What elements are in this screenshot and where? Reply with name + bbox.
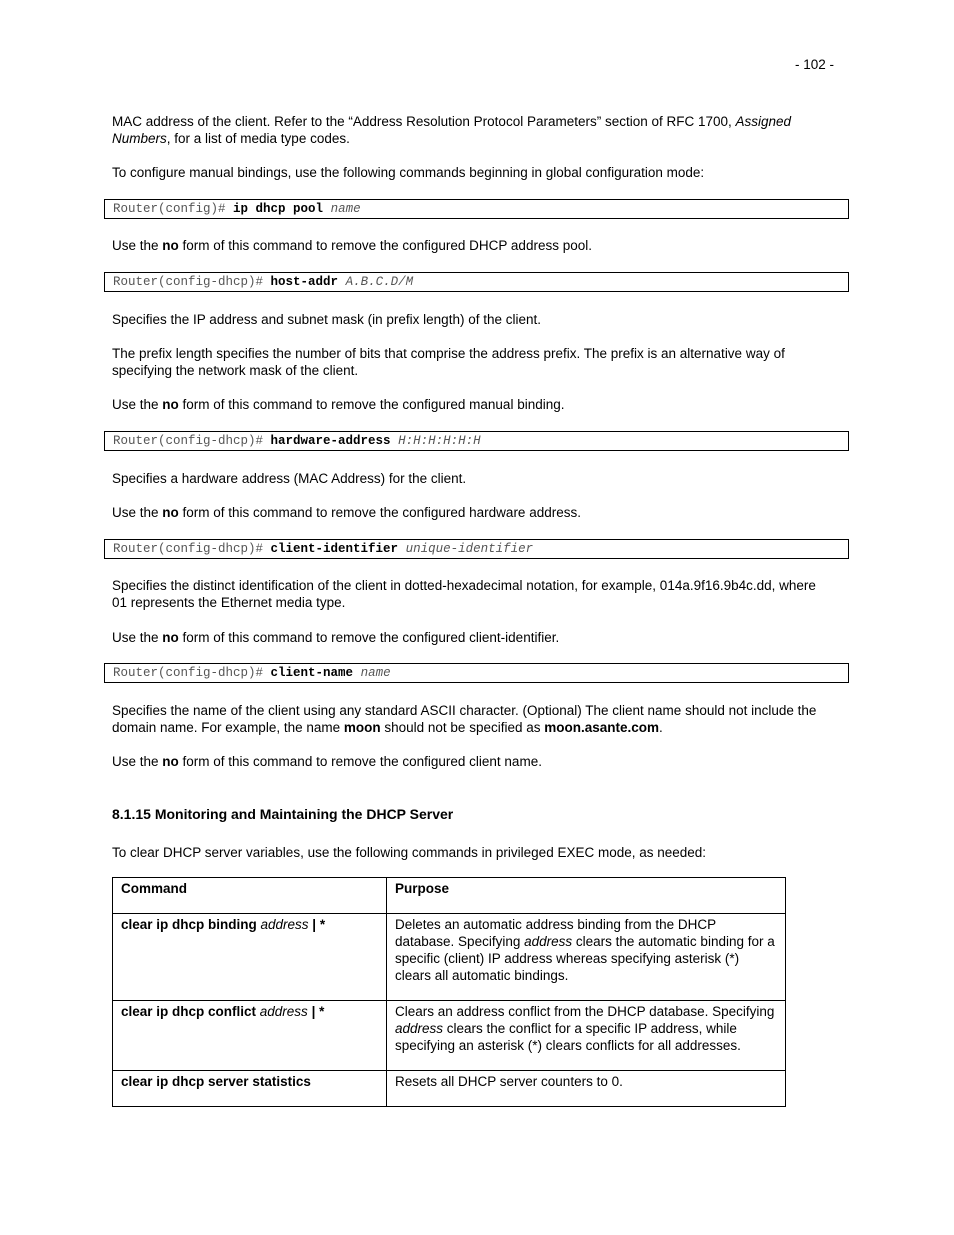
table-header: Command <box>113 878 387 914</box>
code-box-hardware-address: Router(config-dhcp)# hardware-address H:H:H:H:H:H <box>104 431 849 451</box>
command-table <box>112 877 786 1107</box>
code-box-client-identifier: Router(config-dhcp)# client-identifier unique-identifier <box>104 539 849 559</box>
no-form-note: Use the no form of this command to remove the configured DHCP address pool. <box>112 238 592 253</box>
no-form-note: Use the no form of this command to remove the configured hardware address. <box>112 505 581 520</box>
table-cell-purpose: Clears an address conflict from the DHCP database. Specifying address clears the conflict for a specific IP address, while specifying an asterisk (*) clears conflicts for all addresses. <box>387 1001 786 1071</box>
table-cell-command: clear ip dhcp conflict address | * <box>113 1001 387 1071</box>
page-number: - 102 - <box>795 57 835 72</box>
table-row <box>113 914 786 1001</box>
table-cell-purpose: Deletes an automatic address binding from the DHCP database. Specifying address clears the automatic binding for a specific (client) IP address whereas specifying asterisk (*) clears all automatic bindings. <box>387 914 786 1001</box>
code-box-ip-dhcp-pool: Router(config)# ip dhcp pool name <box>104 199 849 219</box>
intro-paragraph-2: To configure manual bindings, use the following commands beginning in global configuration mode: <box>112 165 705 180</box>
table-cell-command: clear ip dhcp binding address | * <box>113 914 387 1001</box>
intro-paragraph: MAC address of the client. Refer to the “Address Resolution Protocol Parameters” section of RFC 1700, Assigned Numbers, for a list of media type codes. <box>112 114 792 146</box>
table-cell-command: clear ip dhcp server statistics <box>113 1071 387 1107</box>
table-row <box>113 1001 786 1071</box>
description-paragraph: Specifies the IP address and subnet mask (in prefix length) of the client. <box>112 312 541 327</box>
description-paragraph: The prefix length specifies the number of bits that comprise the address prefix. The prefix is an alternative way of specifying the network mask of the client. <box>112 346 785 378</box>
table-row <box>113 1071 786 1107</box>
table-header-row <box>113 878 786 914</box>
description-paragraph: Specifies the distinct identification of the client in dotted-hexadecimal notation, for example, 014a.9f16.9b4c.dd, where 01 represents the Ethernet media type. <box>112 578 816 610</box>
no-form-note: Use the no form of this command to remove the configured client-identifier. <box>112 630 560 645</box>
no-form-note: Use the no form of this command to remove the configured client name. <box>112 754 542 769</box>
description-paragraph: Specifies the name of the client using any standard ASCII character. (Optional) The client name should not include the domain name. For example, the name moon should not be specified as moon.asante.com. <box>112 703 817 735</box>
section-heading: 8.1.15 Monitoring and Maintaining the DHCP Server <box>112 806 454 822</box>
no-form-note: Use the no form of this command to remove the configured manual binding. <box>112 397 565 412</box>
description-paragraph: Specifies a hardware address (MAC Address) for the client. <box>112 471 467 486</box>
section-intro: To clear DHCP server variables, use the following commands in privileged EXEC mode, as needed: <box>112 845 707 860</box>
code-box-host-addr: Router(config-dhcp)# host-addr A.B.C.D/M <box>104 272 849 292</box>
table-cell-purpose: Resets all DHCP server counters to 0. <box>387 1071 786 1107</box>
table-header: Purpose <box>387 878 786 914</box>
code-box-client-name: Router(config-dhcp)# client-name name <box>104 663 849 683</box>
